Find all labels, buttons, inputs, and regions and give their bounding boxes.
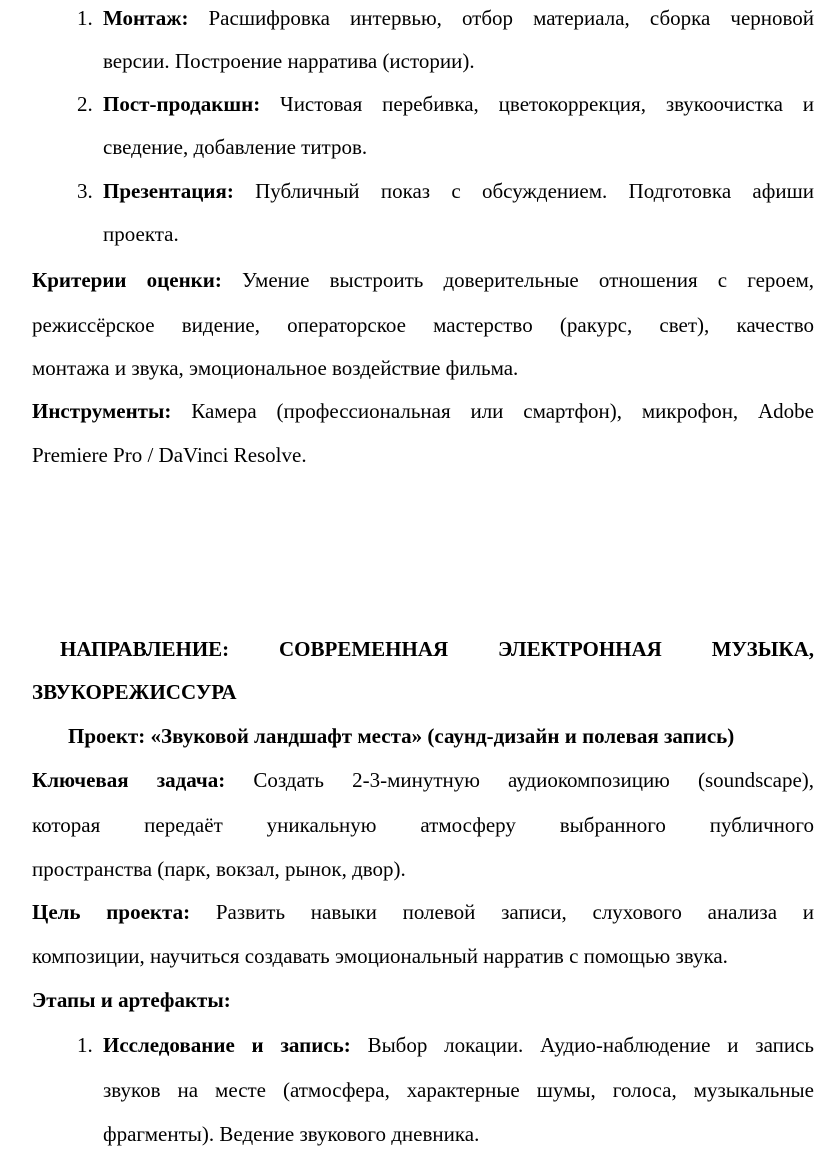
list-item-text: Чистовая перебивка, цветокоррекция, звукоочистка и: [280, 92, 814, 116]
criteria-line: режиссёрское видение, операторское мастерство (ракурс, свет), качество: [32, 313, 814, 337]
criteria-line: монтажа и звука, эмоциональное воздействие фильма.: [32, 356, 519, 380]
list-item-line: [103, 178, 814, 204]
list-item-line: [103, 1032, 814, 1058]
list-number: 1.: [77, 1033, 93, 1057]
criteria-text: Умение выстроить доверительные отношения с героем,: [242, 268, 815, 292]
tools-text: Камера (профессиональная или смартфон), микрофон, Adobe: [191, 399, 815, 423]
stages-heading: Этапы и артефакты:: [32, 988, 231, 1012]
list-item-line: фрагменты). Ведение звукового дневника.: [103, 1122, 480, 1146]
list-item-term: Презентация:: [103, 179, 234, 203]
list-number: 1.: [77, 6, 93, 30]
tools-paragraph: [32, 398, 814, 424]
project-title: Проект: «Звуковой ландшафт места» (саунд-дизайн и полевая запись): [68, 724, 735, 748]
key-task-text: Создать 2-3-минутную аудиокомпозицию (soundscape),: [253, 768, 815, 792]
goal-line: композиции, научиться создавать эмоциональный нарратив с помощью звука.: [32, 944, 728, 968]
tools-term: Инструменты:: [32, 399, 172, 423]
goal-paragraph: [32, 899, 814, 925]
list-number: 3.: [77, 179, 93, 203]
list-item-line: [103, 91, 814, 117]
key-task-line: пространства (парк, вокзал, рынок, двор).: [32, 857, 406, 881]
tools-line: Premiere Pro / DaVinci Resolve.: [32, 443, 307, 467]
list-item-text: Выбор локации. Аудио-наблюдение и запись: [367, 1033, 814, 1057]
direction-heading-line: ЗВУКОРЕЖИССУРА: [32, 680, 237, 704]
direction-heading: НАПРАВЛЕНИЕ: СОВРЕМЕННАЯ ЭЛЕКТРОННАЯ МУЗЫКА,: [60, 637, 814, 661]
list-item-line: проекта.: [103, 222, 179, 246]
list-item-line: сведение, добавление титров.: [103, 135, 368, 159]
key-task-paragraph: [32, 767, 814, 793]
list-item-line: звуков на месте (атмосфера, характерные шумы, голоса, музыкальные: [103, 1078, 814, 1102]
criteria-term: Критерии оценки:: [32, 268, 222, 292]
criteria-paragraph: [32, 267, 814, 293]
list-item-term: Монтаж:: [103, 6, 189, 30]
list-item-text: Публичный показ с обсуждением. Подготовка афиши: [255, 179, 815, 203]
key-task-line: которая передаёт уникальную атмосферу выбранного публичного: [32, 813, 814, 837]
goal-text: Развить навыки полевой записи, слухового анализа и: [215, 900, 815, 924]
list-item-text: Расшифровка интервью, отбор материала, сборка черновой: [208, 6, 815, 30]
list-number: 2.: [77, 92, 93, 116]
list-item-term: Пост-продакшн:: [103, 92, 261, 116]
list-item-line: [103, 5, 814, 31]
list-item-term: Исследование и запись:: [103, 1033, 351, 1057]
goal-term: Цель проекта:: [32, 900, 191, 924]
key-task-term: Ключевая задача:: [32, 768, 226, 792]
list-item-line: версии. Построение нарратива (истории).: [103, 49, 475, 73]
